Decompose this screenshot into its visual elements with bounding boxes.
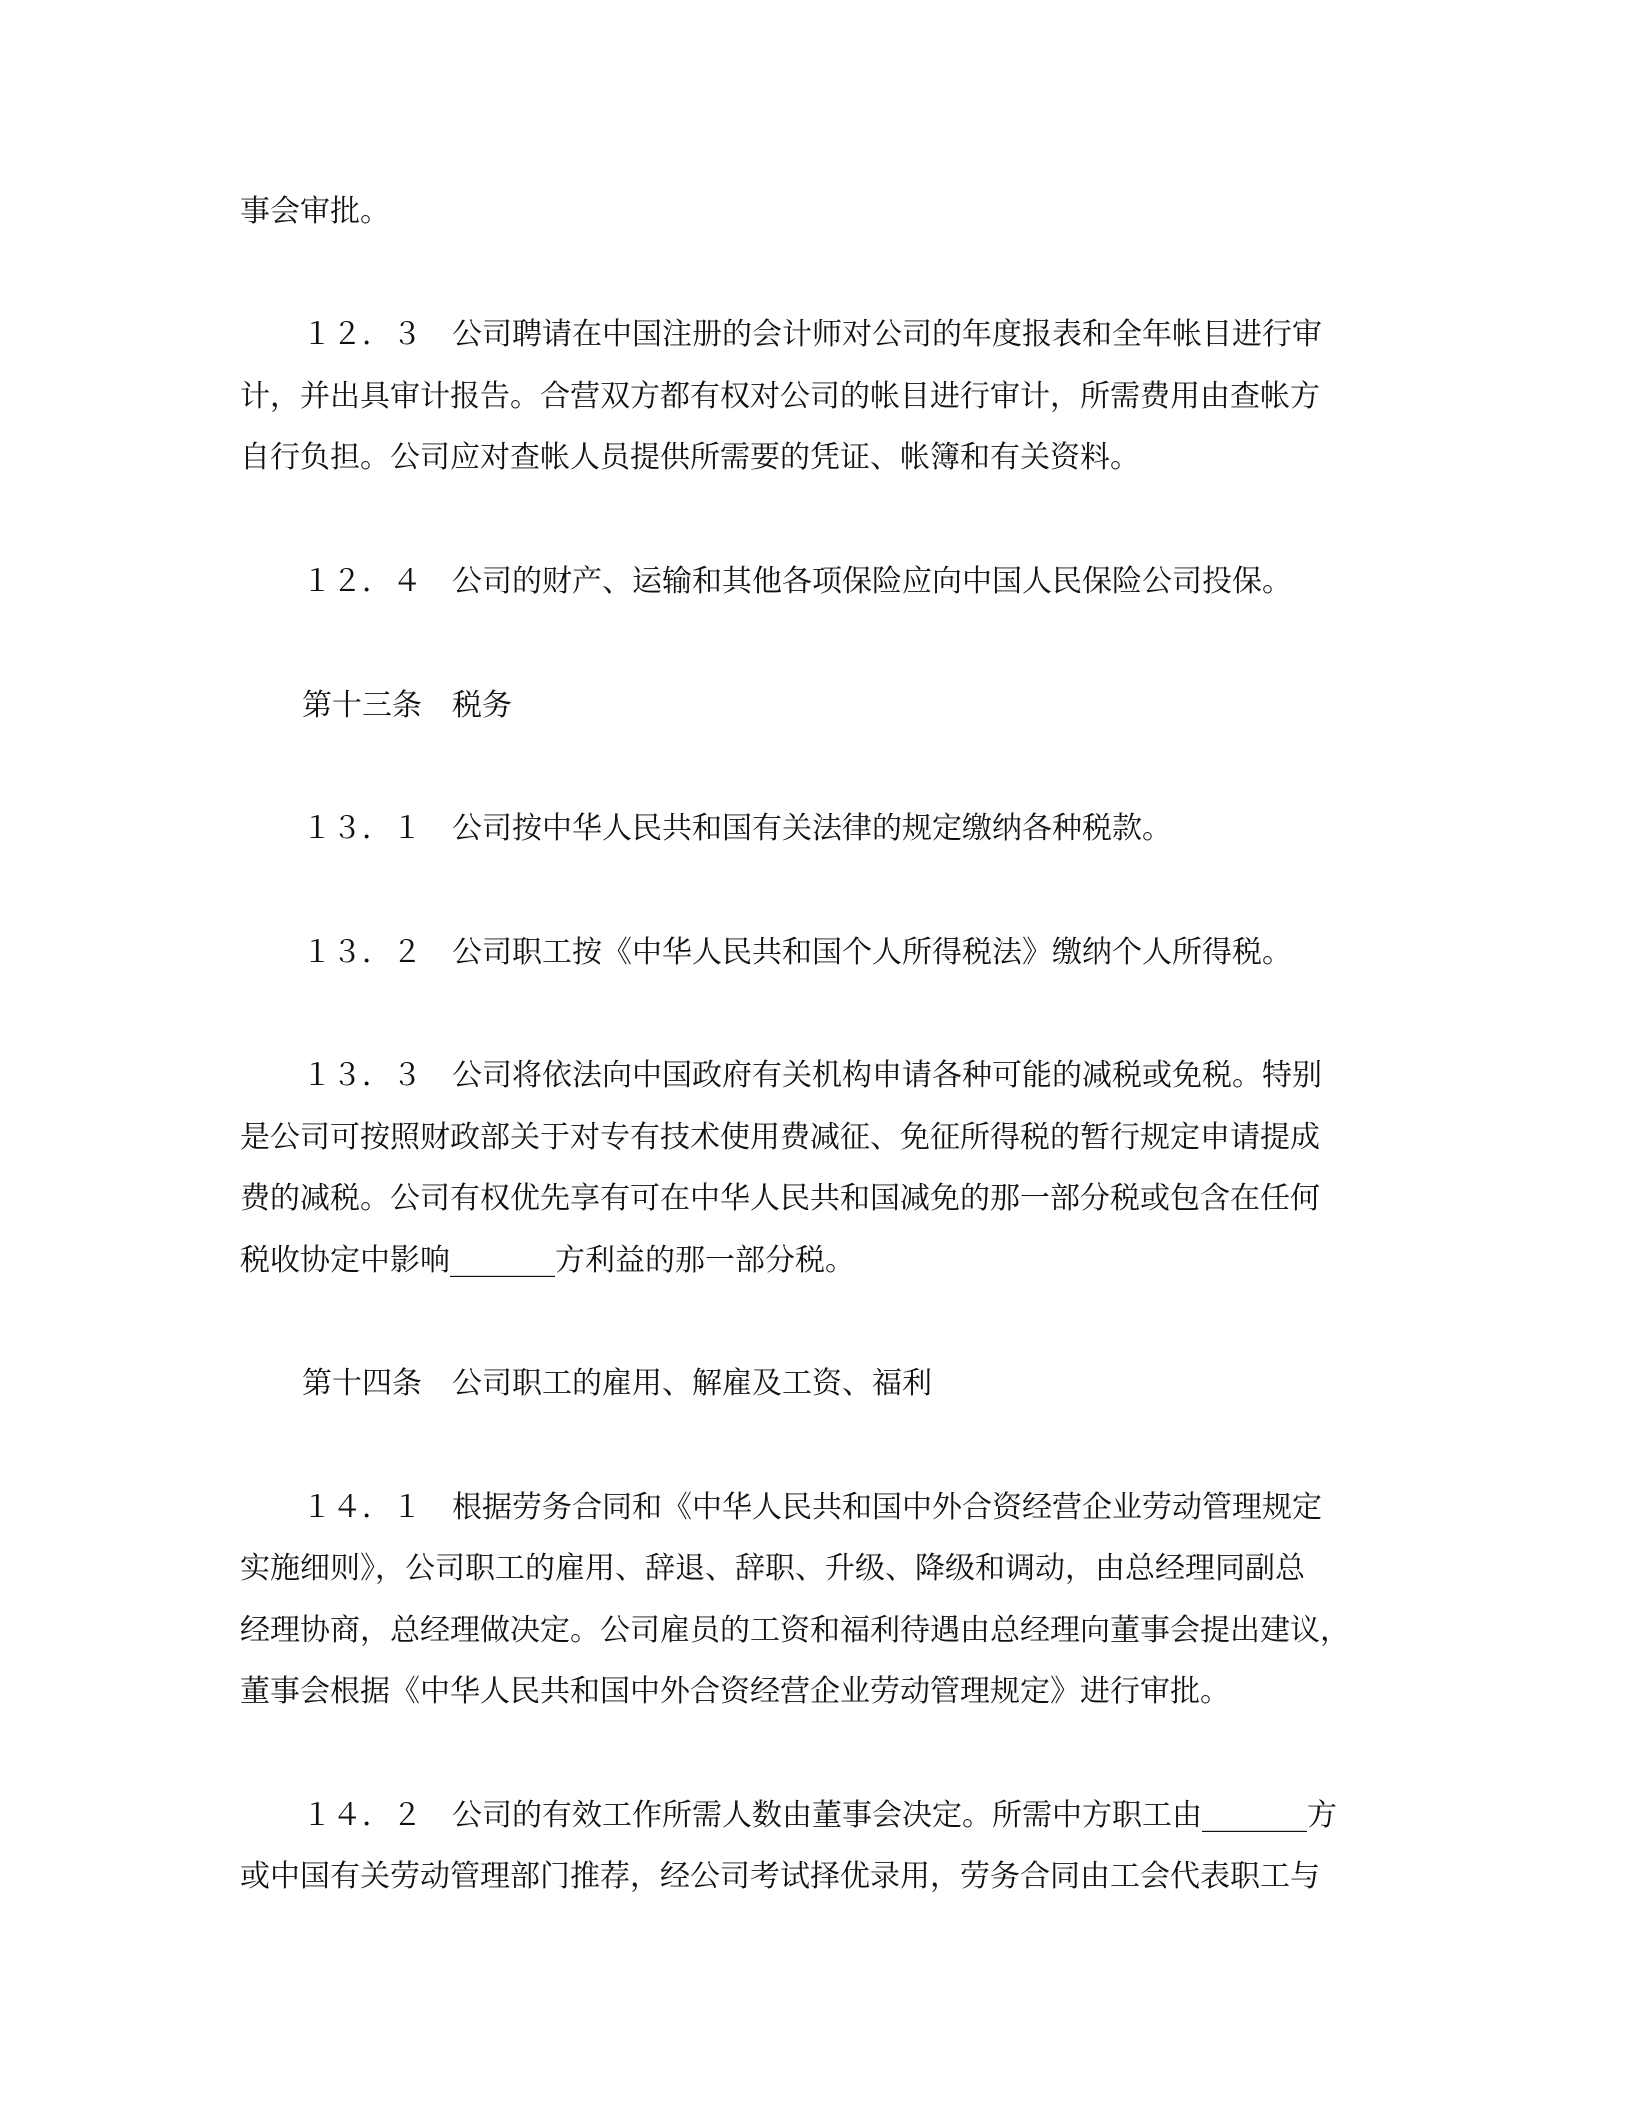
clause-13-3-line-2: 是公司可按照财政部关于对专有技术使用费减征、免征所得税的暂行规定申请提成: [240, 1120, 1320, 1155]
clause-13-3-line-1: １３．３ 公司将依法向中国政府有关机构申请各种可能的减税或免税。特别: [302, 1058, 1322, 1093]
clause-14-1-line-4: 董事会根据《中华人民共和国中外合资经营企业劳动管理规定》进行审批。: [240, 1674, 1230, 1709]
clause-13-3-line-4: 税收协定中影响_______方利益的那一部分税。: [240, 1243, 855, 1278]
clause-14-1-line-3: 经理协商，总经理做决定。公司雇员的工资和福利待遇由总经理向董事会提出建议，: [240, 1613, 1350, 1648]
article-14-heading: 第十四条 公司职工的雇用、解雇及工资、福利: [302, 1366, 932, 1401]
text-line-continuation: 事会审批。: [240, 194, 390, 229]
clause-13-2: １３．２ 公司职工按《中华人民共和国个人所得税法》缴纳个人所得税。: [302, 935, 1292, 970]
clause-13-3-line-3: 费的减税。公司有权优先享有可在中华人民共和国减免的那一部分税或包含在任何: [240, 1181, 1320, 1216]
clause-14-1-line-2: 实施细则》，公司职工的雇用、辞退、辞职、升级、降级和调动，由总经理同副总: [240, 1551, 1305, 1586]
clause-12-3-line-1: １２．３ 公司聘请在中国注册的会计师对公司的年度报表和全年帐目进行审: [302, 317, 1322, 352]
clause-13-1: １３．１ 公司按中华人民共和国有关法律的规定缴纳各种税款。: [302, 811, 1172, 846]
clause-14-1-line-1: １４．１ 根据劳务合同和《中华人民共和国中外合资经营企业劳动管理规定: [302, 1490, 1322, 1525]
clause-12-3-line-2: 计，并出具审计报告。合营双方都有权对公司的帐目进行审计，所需费用由查帐方: [240, 379, 1320, 414]
clause-14-2-line-1: １４．２ 公司的有效工作所需人数由董事会决定。所需中方职工由_______方: [302, 1798, 1337, 1833]
clause-12-4: １２．４ 公司的财产、运输和其他各项保险应向中国人民保险公司投保。: [302, 564, 1292, 599]
clause-12-3-line-3: 自行负担。公司应对查帐人员提供所需要的凭证、帐簿和有关资料。: [240, 440, 1140, 475]
clause-14-2-line-2: 或中国有关劳动管理部门推荐，经公司考试择优录用，劳务合同由工会代表职工与: [240, 1859, 1320, 1894]
article-13-heading: 第十三条 税务: [302, 688, 512, 723]
